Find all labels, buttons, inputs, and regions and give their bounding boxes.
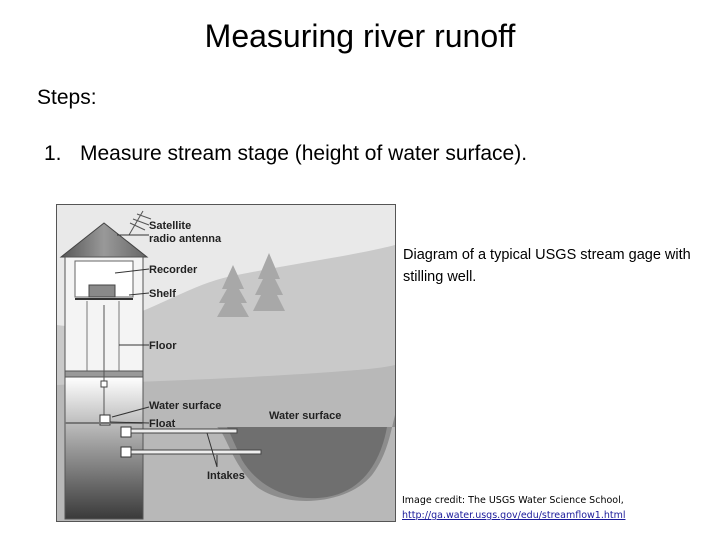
label-water-surface-well: Water surface bbox=[149, 400, 222, 412]
credit-link[interactable]: http://ga.water.usgs.gov/edu/streamflow1.html bbox=[402, 510, 626, 521]
slide-title: Measuring river runoff bbox=[204, 18, 516, 54]
step-item bbox=[44, 142, 527, 166]
credit-text: Image credit: The USGS Water Science School, bbox=[402, 495, 624, 506]
stream-gage-diagram bbox=[56, 204, 396, 522]
intake-pipe bbox=[131, 450, 261, 454]
label-intakes: Intakes bbox=[207, 470, 245, 482]
image-credit bbox=[402, 493, 712, 523]
intake-valve bbox=[121, 447, 131, 457]
label-floor: Floor bbox=[149, 340, 177, 352]
step-number: 1. bbox=[44, 142, 62, 165]
label-satellite: Satellite bbox=[149, 220, 192, 232]
label-radio-antenna: radio antenna bbox=[149, 233, 222, 245]
recorder-box bbox=[89, 285, 115, 297]
diagram-caption: Diagram of a typical USGS stream gage with stilling well. bbox=[403, 247, 691, 285]
label-recorder: Recorder bbox=[149, 264, 198, 276]
label-water-surface-stream: Water surface bbox=[269, 410, 342, 422]
label-float: Float bbox=[149, 418, 176, 430]
counterweight bbox=[101, 381, 107, 387]
step-text: Measure stream stage (height of water surface). bbox=[80, 142, 528, 165]
stream-gage-illustration bbox=[57, 205, 395, 521]
steps-label: Steps: bbox=[37, 86, 97, 109]
intake-valve bbox=[121, 427, 131, 437]
label-shelf: Shelf bbox=[149, 288, 176, 300]
intake-pipe bbox=[131, 429, 237, 433]
